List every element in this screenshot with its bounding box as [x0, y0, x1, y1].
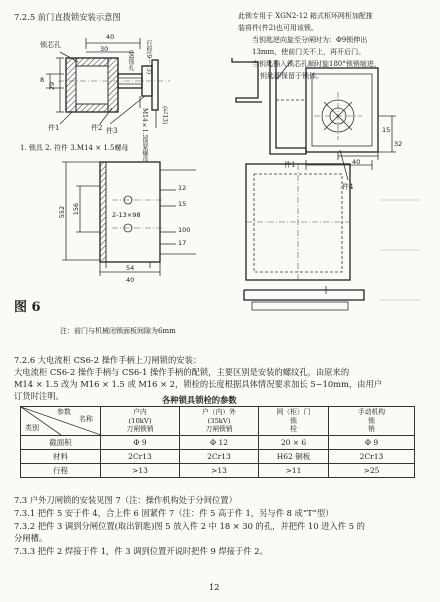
- table-title: 各种锁具锁栓的参数: [162, 395, 237, 405]
- figure-label: 图 6: [14, 300, 41, 315]
- note-line-6: 钥匙即保留于锁体。: [260, 72, 323, 80]
- corner-name: 名称: [79, 415, 93, 423]
- handle-plate-drawing: [62, 162, 196, 276]
- note-line-3: 当钥匙逆向旋至分闸时为：Φ9锁伸出: [252, 36, 368, 44]
- dim-552: 552: [58, 205, 67, 219]
- table-cell: >13: [180, 464, 259, 478]
- label-length: (长13): [161, 106, 168, 125]
- page-number: 12: [209, 582, 220, 592]
- row-label: 截面积: [21, 436, 101, 450]
- part4-label-right: 件4: [342, 183, 354, 191]
- dim-54: 54: [126, 264, 135, 272]
- section-726-p1: 大电流柜 CS6-2 操作手柄与 CS6-1 操作手柄的配锁，主要区别是安装的螺纹孔，由原来的: [14, 367, 350, 377]
- dim-15-mid: 15: [178, 200, 187, 208]
- section-726-heading: 7.2.6 大电流柜 CS6-2 操作手柄上刀闸锁的安装：: [14, 355, 202, 365]
- label-lock-hole: Φ9锁孔: [127, 50, 134, 71]
- table-row: [21, 450, 415, 464]
- section-732: 7.3.2 把件 3 调到分闸位置(取出钥匙)图 5 放入件 2 中 18 × 30 的孔，并把件 10 进入件 5 的: [14, 521, 365, 531]
- table-cell: 20 × 6: [259, 436, 329, 450]
- row-label: 材料: [21, 450, 101, 464]
- col-head-indoor: 户内 (10kV) 刀闸锁销: [101, 407, 180, 436]
- table-corner-cell: [21, 407, 101, 436]
- col-head-outdoor: 户（内）外 (35kV) 刀闸锁销: [180, 407, 259, 436]
- label-bolt: M14×1.5锁紧螺母: [141, 108, 148, 163]
- col-head-manual: 手动机构 锁 销: [329, 407, 415, 436]
- row-label: 行程: [21, 464, 101, 478]
- left-figure-caption: 1. 锁具 2. 符件 3.M14 × 1.5螺母: [20, 144, 129, 152]
- note-line-1: 此锁专用于 XGN2-12 箱式柜环网柜加配推: [238, 12, 373, 20]
- dim-29: 29: [48, 81, 57, 91]
- table-cell: Φ 12: [180, 436, 259, 450]
- bleed-through-marks: [380, 200, 420, 300]
- dim-32-right: 32: [394, 140, 403, 148]
- corner-top: 参数: [57, 408, 71, 416]
- section-title: 7.2.5 前门直拨锁安装示意图: [14, 12, 121, 22]
- dim-8: 8: [40, 76, 45, 84]
- label-stroke: 行程(9～13): [145, 40, 152, 75]
- corner-type: 类别: [25, 424, 39, 432]
- note-line-2: 装将件(件2)也可用该锁。: [238, 24, 318, 32]
- section-731: 7.3.1 把件 5 安于件 4，合上件 6 固紧件 7（注：件 5 高于件 1，另与件 8 成“T”型）: [14, 508, 334, 518]
- section-726-p2: M14 × 1.5 改为 M16 × 1.5 或 M16 × 2，锁栓的长度根据具体情况要求加长 5~10mm，由用户: [14, 379, 383, 389]
- table-cell: 2Cr13: [329, 450, 415, 464]
- section-73-heading: 7.3 户外刀闸锁的安装见图 7（注：操作机构处于分间位置）: [14, 495, 237, 505]
- dim-12: 12: [178, 184, 187, 192]
- dim-156: 156: [72, 202, 81, 216]
- part2-label-left: 件2: [91, 124, 103, 132]
- figure-note: 注：前门与机械闭锁面板间隙为6mm: [60, 327, 176, 335]
- table-row: [21, 464, 415, 478]
- dim-2x13: 2-13×98: [112, 211, 141, 219]
- table-cell: >11: [259, 464, 329, 478]
- col-head-door: 网（柜）门 锁 栓: [259, 407, 329, 436]
- dim-30: 30: [100, 45, 109, 53]
- table-cell: 2Cr13: [101, 450, 180, 464]
- dim-17: 17: [178, 239, 187, 247]
- table-cell: 2Cr13: [180, 450, 259, 464]
- note-line-5: 当钥匙插入锁芯孔顺时旋180°锁销缩进，: [252, 60, 381, 68]
- table-row: [21, 436, 415, 450]
- lock-parameter-table: [20, 406, 415, 478]
- part1-label-right: 件1: [284, 161, 296, 169]
- part1-label-left: 件1: [48, 124, 60, 132]
- dim-40-mid: 40: [126, 276, 135, 284]
- dim-15-right: 15: [382, 126, 391, 134]
- table-cell: >13: [101, 464, 180, 478]
- section-732-cont: 分闸槽。: [14, 533, 48, 543]
- dim-40-right: 40: [352, 158, 361, 166]
- section-726-p3: 订货时注明。: [14, 391, 64, 401]
- table-cell: >25: [329, 464, 415, 478]
- table-header-row: [21, 407, 415, 436]
- part3-label-left: 件3: [106, 127, 118, 135]
- table-cell: H62 铜板: [259, 450, 329, 464]
- table-cell: Φ 9: [101, 436, 180, 450]
- label-lock-core: 锁芯孔: [40, 41, 61, 49]
- note-line-4: 13mm，使前门关不上，再开后门。: [252, 48, 366, 56]
- dim-40-top: 40: [106, 33, 115, 41]
- section-733: 7.3.3 把件 2 焊接于件 1，件 3 调到位置开说时把件 9 焊接于件 2。: [14, 546, 268, 556]
- dim-100: 100: [178, 226, 191, 234]
- table-cell: Φ 9: [329, 436, 415, 450]
